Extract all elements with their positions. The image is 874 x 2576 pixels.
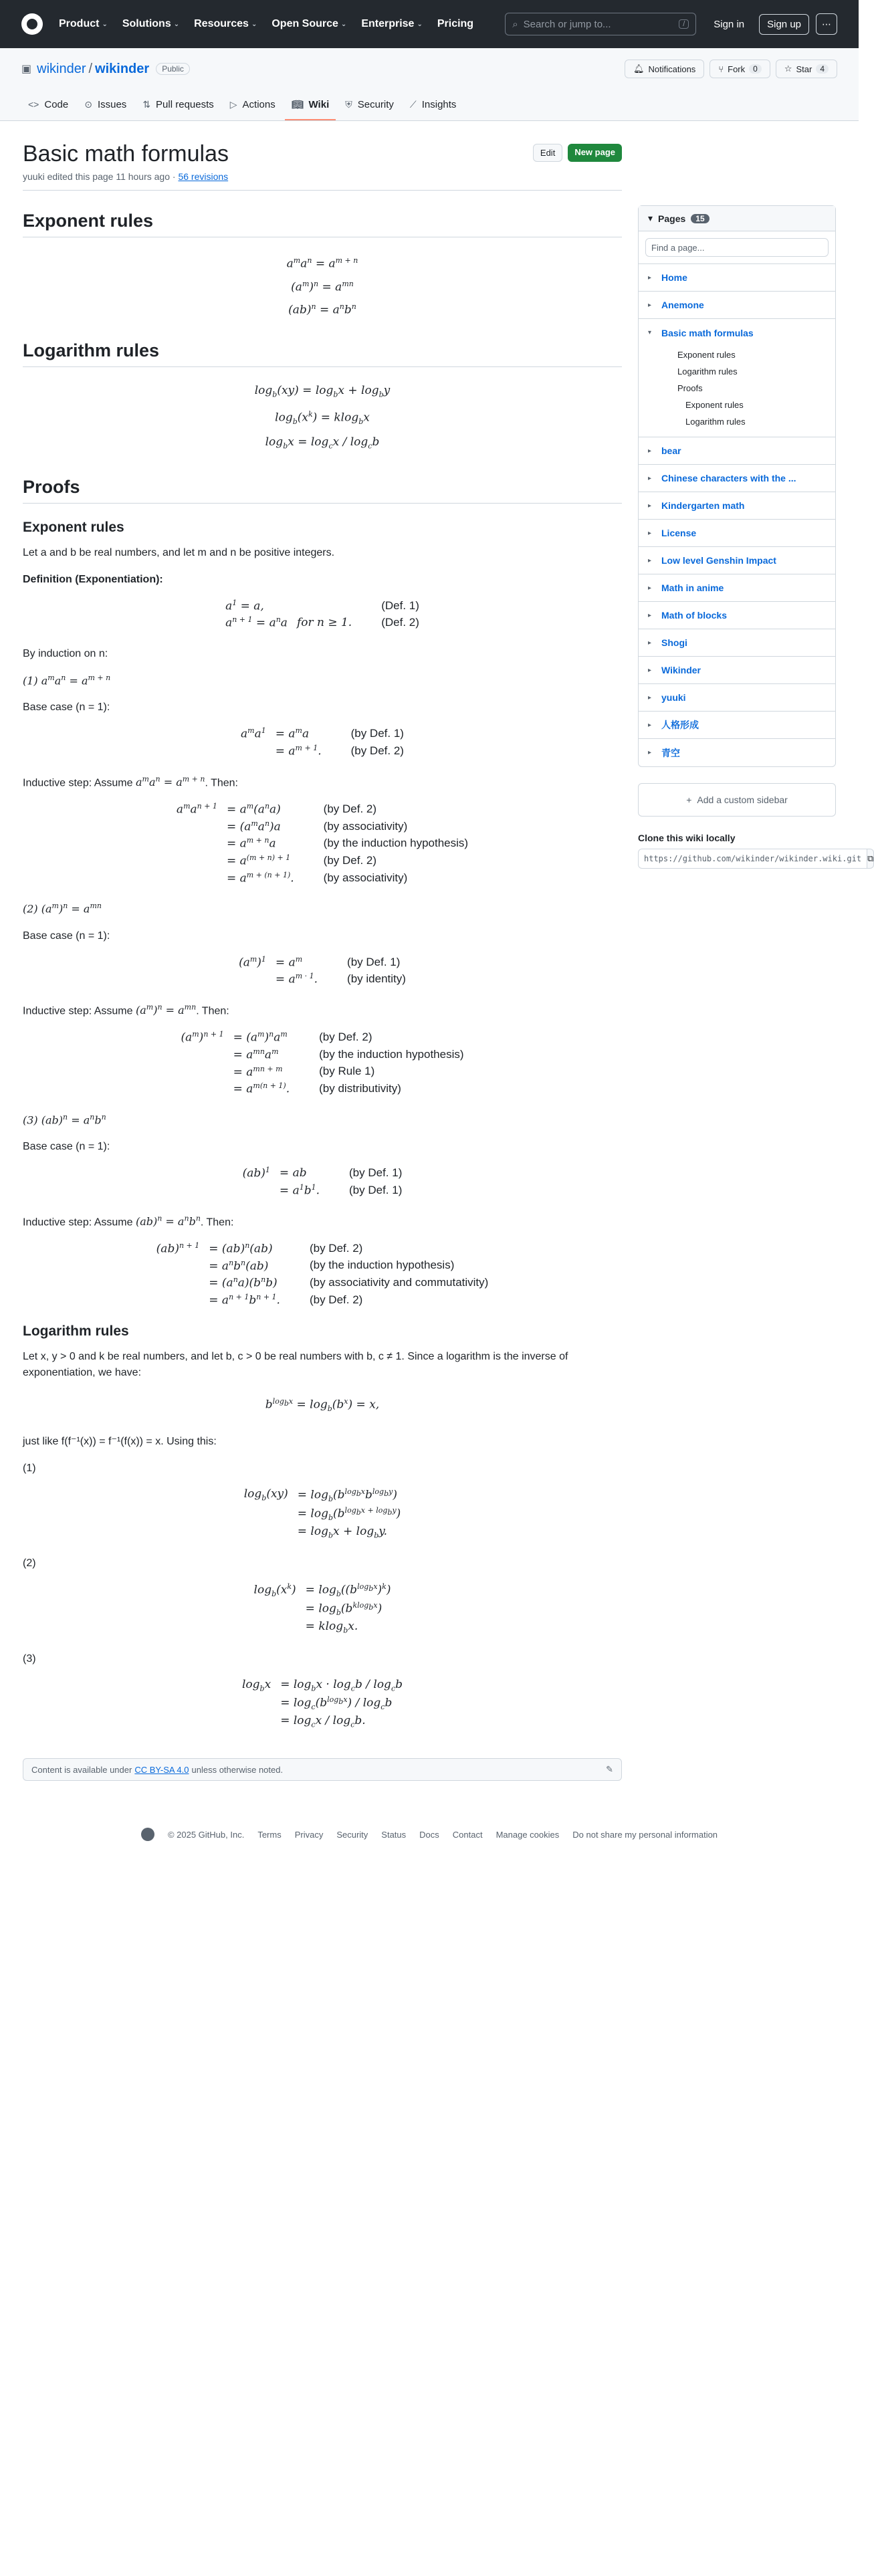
eq-label: (by Def. 2) [323,853,377,867]
footer-link-do-not-share[interactable]: Do not share my personal information [572,1829,718,1840]
eq-lhs: $(a^m)^1$ [239,954,266,970]
fork-button[interactable] [709,60,770,78]
eq-rhs: = $\log_c(b^{log_bx}) / \log_cb$ [280,1695,393,1711]
license-suffix: unless otherwise noted. [191,1764,284,1775]
page-link[interactable]: 青空 [661,747,680,758]
page-link[interactable]: Low level Genshin Impact [661,555,776,566]
eq-rhs: = $a^1b^1$. [279,1182,320,1198]
eq-rhs: = $\log_b(b^{log_bx + log_by})$ [297,1505,401,1522]
log-item-number: (3) [23,1652,36,1665]
log-item-number: (1) [23,1462,36,1474]
eq-label: (by identity) [347,972,406,986]
proof-item: (1) $a^ma^n = a^{m + n}$ [23,673,111,687]
repo-icon: ▣ [21,64,32,75]
wiki-content [23,121,622,1781]
eq-rhs: = $a^m(a^na)$ [226,802,281,817]
toc-item[interactable]: Logarithm rules [677,366,738,377]
eq-label: (Def. 1) [381,599,419,612]
new-page-button[interactable]: New page [568,144,622,162]
site-footer [0,1828,859,1841]
sidebar-page-item[interactable] [639,437,835,465]
sidebar-page-item[interactable] [639,712,835,739]
clone-title: Clone this wiki locally [638,833,736,843]
toc-item[interactable]: Logarithm rules [685,417,746,427]
eq-lhs: $a^1 = a$, [225,598,264,613]
graph-icon: ⟋ [409,98,417,110]
sidebar-page-item[interactable] [639,492,835,520]
eq-label: (by associativity and commutativity) [309,1276,489,1289]
repo-path-separator: / [88,61,93,76]
eq-rhs: = $\log_b((b^{log_bx})^k)$ [305,1582,391,1599]
eq-rhs: = $\log_bx + \log_by$. [297,1524,388,1540]
eq-rhs: = $a^{n + 1}b^{n + 1}$. [209,1292,280,1307]
eq-rhs: = $a^{m(n + 1)}$. [233,1081,290,1096]
inverse-formula [23,1392,622,1419]
chevron-right-icon: ▸ [648,274,652,282]
footer-link-terms[interactable]: Terms [257,1829,282,1840]
nav-resources[interactable] [194,18,257,30]
kebab-menu-button[interactable]: ⋯ [816,13,837,35]
edit-info: yuuki edited this page 11 hours ago · [23,171,179,182]
proof-equations [181,1030,463,1096]
page-link[interactable]: Math of blocks [661,610,728,621]
copyright: © 2025 GitHub, Inc. [167,1829,245,1840]
item-number: (3) [23,1113,38,1127]
intro-text: Let a and b be real numbers, and let m and n be positive integers. [23,546,335,558]
wiki-sidebar [638,121,874,1781]
base-case-text: Base case (n = 1): [23,1141,110,1153]
sidebar-page-item[interactable] [639,264,835,292]
eq-rhs: = (ab)$^n$(ab) [209,1241,273,1256]
just-like-text: just like f(f⁻¹(x)) = f⁻¹(f(x)) = x. Using this: [23,1435,217,1447]
eq-rhs: = $a^{m + n}a$ [226,836,276,851]
nav-product[interactable] [59,18,108,30]
repo-tabs [21,90,837,120]
eq-label: (by Def. 1) [349,1183,403,1196]
formula: $(a^m)^n = a^{mn}$ [291,279,354,294]
eq-label: (by Def. 2) [309,1293,363,1306]
sidebar-page-item[interactable] [639,292,835,319]
formula: $\log_b(x^k) = klog_bx$ [275,410,370,427]
pages-title: Pages [658,213,686,224]
sidebar-page-item[interactable] [639,602,835,629]
nav-open-source[interactable] [271,18,346,30]
play-icon: ▷ [229,98,237,110]
definition-equations [225,599,419,630]
proof-equations [241,726,404,758]
tab-code[interactable] [21,90,75,120]
revisions-link[interactable]: 56 revisions [178,171,229,182]
star-count: 4 [816,64,829,74]
eq-label: (by Def. 2) [323,802,377,815]
eq-rhs: = $a^ma$ [275,726,310,742]
find-page-input[interactable]: Find a page... [645,238,829,257]
nav-label: Open Source [271,18,338,29]
subsection-heading: Logarithm rules [23,1323,129,1339]
notifications-button[interactable] [625,60,704,78]
star-label: Star [796,64,812,74]
proof-equations [242,1678,403,1729]
sidebar-page-item-current[interactable] [639,319,835,346]
sign-in-link[interactable]: Sign in [714,18,745,30]
footer-link-status[interactable]: Status [381,1829,407,1840]
base-case-text: Base case (n = 1): [23,702,110,714]
nav-enterprise[interactable] [361,18,423,30]
pencil-icon[interactable]: ✎ [606,1764,613,1775]
page-link[interactable]: yuuki [661,692,686,703]
inductive-step: Inductive step: Assume $a^ma^n = a^{m + n}$. Then: [23,774,238,789]
chevron-right-icon: ▸ [648,529,652,537]
footer-link-contact[interactable]: Contact [452,1829,483,1840]
eq-lhs: $\log_b(xy)$ [243,1487,288,1503]
eq-lhs: $(a^m)^{n + 1}$ [181,1030,224,1045]
proof-equations [254,1582,391,1634]
eq-lhs: $a^ma^1$ [241,726,266,742]
eq-label: (by Rule 1) [319,1065,375,1078]
nav-label: Resources [194,18,249,29]
assumption: $(a^m)^n = a^{mn}$ [135,1003,197,1017]
chevron-down-icon: ▾ [648,329,652,336]
chevron-down-icon: ⌄ [340,20,347,28]
page-toc [639,346,835,437]
global-header [0,0,859,48]
eq-label: (by associativity) [323,819,408,833]
clone-url-input[interactable]: https://github.com/wikinder/wikinder.wiki.git [638,849,867,869]
sidebar-page-item[interactable] [639,574,835,602]
footer-link-privacy[interactable]: Privacy [294,1829,324,1840]
license-note [23,1758,622,1781]
toc-item[interactable]: Proofs [677,383,703,393]
chevron-down-icon: ⌄ [173,20,180,28]
formula: $(ab)^n = a^nb^n$ [288,302,356,317]
eq-lhs: $a^ma^{n + 1}$ [176,802,217,817]
chevron-right-icon: ▸ [648,666,652,674]
github-logo-icon[interactable] [21,13,43,35]
eq-label: (by Def. 2) [350,744,404,757]
search-placeholder: Search or jump to... [523,18,611,30]
sidebar-page-item[interactable] [639,657,835,684]
eq-rhs: = $\log_b(b^{klog_bx})$ [305,1601,383,1618]
repo-header [0,48,859,121]
tab-label: Issues [97,98,127,110]
tab-label: Code [44,98,69,110]
base-case-text: Base case (n = 1): [23,930,110,942]
eq-label: (by Def. 1) [347,955,401,968]
chevron-right-icon: ▸ [648,584,652,592]
item-number: (2) [23,902,38,916]
chevron-right-icon: ▸ [648,301,652,309]
page-link[interactable]: Wikinder [661,665,701,675]
nav-label: Solutions [122,18,171,29]
sign-up-button[interactable]: Sign up [759,14,809,35]
sidebar-page-item[interactable] [639,547,835,574]
page-link[interactable]: Math in anime [661,582,724,593]
page-link[interactable]: Basic math formulas [661,327,754,338]
proof-equations [177,802,468,885]
tab-insights[interactable] [403,90,463,120]
eq-rhs: = $\log_b(b^{log_bx}b^{log_by})$ [297,1487,397,1503]
eq-rhs: = $(a^na)(b^nb)$ [209,1275,278,1290]
page-title: Basic math formulas [23,141,229,167]
eq-rhs: = $a^{m + 1}$. [275,744,322,758]
page-meta [23,171,622,182]
page-header [23,121,622,191]
eq-rhs: = $a^{(m + n) + 1}$ [226,853,291,868]
proof-item: (2) $(a^m)^n = a^{mn}$ [23,901,102,916]
shield-icon: ⛨ [345,98,352,110]
chevron-down-icon: ⌄ [102,20,108,28]
chevron-right-icon: ▸ [648,693,652,702]
section-heading: Exponent rules [23,211,622,237]
edit-button[interactable]: Edit [533,144,562,162]
eq-label: (by Def. 1) [349,1166,403,1180]
sidebar-page-item[interactable] [639,465,835,492]
plus-icon: + [686,794,692,805]
formula: $\log_bx = \log_cx / \log_cb$ [265,435,380,451]
inductive-step: Inductive step: Assume $(ab)^n = a^nb^n$. Then: [23,1214,234,1228]
tab-label: Actions [242,98,276,110]
page-link[interactable]: License [661,528,697,538]
eq-rhs: = $a^{m \cdot 1}$. [275,972,318,986]
definition-text: Definition (Exponentiation): [23,573,163,585]
eq-rhs: = $\log_cx / \log_cb$. [280,1714,366,1729]
sidebar-page-item[interactable] [639,520,835,547]
page-link[interactable]: bear [661,445,681,456]
inductive-step: Inductive step: Assume $(a^m)^n = a^{mn}$. Then: [23,1003,229,1017]
tab-label: Wiki [308,98,330,110]
tab-label: Security [357,98,394,110]
proof-equations [156,1241,489,1307]
pages-header[interactable] [639,206,835,231]
proof-equations [244,1487,401,1539]
page-link[interactable]: Chinese characters with the ... [661,473,796,484]
chevron-down-icon: ⌄ [417,20,423,28]
formula: $b^{log_bx} = \log_b(b^x) = x$, [265,1396,380,1413]
eq-rhs: = $a^{m + (n + 1)}$. [226,870,294,885]
toc-item[interactable]: Exponent rules [685,400,744,410]
global-nav [59,18,473,30]
fork-count: 0 [749,64,762,74]
chevron-right-icon: ▸ [648,721,652,729]
license-prefix: Content is available under [31,1764,132,1775]
page-link[interactable]: Shogi [661,637,687,648]
exponent-rules-formulas [23,251,622,320]
eq-label: (Def. 2) [381,616,419,629]
footer-link-security[interactable]: Security [336,1829,368,1840]
eq-lhs: (ab)$^{n + 1}$ [156,1241,200,1256]
nav-label: Enterprise [361,18,415,29]
chevron-down-icon: ▾ [648,213,653,223]
section-heading: Proofs [23,477,622,504]
book-icon: 📖︎ [291,98,304,110]
page-link[interactable]: Home [661,272,687,283]
chevron-right-icon: ▸ [648,447,652,455]
toc-item[interactable]: Exponent rules [677,350,736,360]
page-link[interactable]: 人格形成 [661,720,699,730]
sidebar-page-item[interactable] [639,739,835,766]
tab-security[interactable] [338,90,401,120]
github-logo-icon[interactable] [141,1828,154,1841]
repo-owner-link[interactable]: wikinder [37,61,86,76]
visibility-badge: Public [156,63,190,75]
chevron-right-icon: ▸ [648,502,652,510]
fork-label: Fork [728,64,746,74]
chevron-right-icon: ▸ [648,749,652,756]
repo-name-link[interactable]: wikinder [95,61,150,76]
log-item-number: (2) [23,1558,36,1570]
eq-label: (by the induction hypothesis) [323,837,469,850]
formula: $\log_b(xy) = \log_bx + \log_by$ [254,383,391,399]
copy-icon[interactable]: ⧉ [867,849,874,869]
induction-text: By induction on n: [23,648,108,660]
code-icon: <> [28,99,39,110]
search-icon: ⌕ [512,18,518,30]
pull-request-icon: ⇅ [142,98,151,110]
eq-label: (by the induction hypothesis) [319,1047,464,1061]
chevron-right-icon: ▸ [648,474,652,482]
eq-rhs: = $(a^ma^n)a$ [226,819,281,834]
pages-box [638,205,836,767]
proof-equations [239,955,406,986]
tab-actions[interactable] [223,90,282,120]
search-input[interactable] [505,13,696,35]
eq-label: (by the induction hypothesis) [309,1259,455,1272]
section-heading: Logarithm rules [23,340,622,367]
eq-condition: for n ≥ 1. [296,616,352,630]
add-custom-sidebar-button[interactable] [638,783,836,817]
tab-label: Pull requests [156,98,214,110]
eq-rhs: = $a^{mn}a^m$ [233,1047,279,1062]
chevron-right-icon: ▸ [648,556,652,564]
eq-label: (by Def. 2) [309,1241,363,1255]
eq-rhs: = $a^{mn + m}$ [233,1064,283,1079]
pages-count: 15 [691,214,709,223]
eq-rhs: = $a^nb^n(ab)$ [209,1258,269,1273]
eq-rhs: = $(a^m)^na^m$ [233,1030,288,1045]
chevron-right-icon: ▸ [648,639,652,647]
subsection-heading: Exponent rules [23,519,124,535]
log-intro-text: Let x, y > 0 and k be real numbers, and let b, c > 0 be real numbers with b, c ≠ 1. Since a logarithm is the inverse of exponentiation, we have: [23,1350,568,1378]
license-link[interactable]: CC BY-SA 4.0 [134,1764,189,1775]
chevron-down-icon: ⌄ [251,20,257,28]
then-text: . Then: [205,777,238,789]
tab-label: Insights [421,98,457,110]
assumption: $a^ma^n = a^{m + n}$ [135,774,205,789]
footer-link-docs[interactable]: Docs [419,1829,439,1840]
eq-lhs: $\log_b(x^k)$ [253,1582,296,1599]
eq-label: (by Def. 1) [350,727,404,740]
star-icon: ☆ [784,64,792,74]
search-shortcut-key: / [679,19,689,29]
eq-rhs: = ab [279,1166,307,1180]
fork-icon: ⑂ [718,64,724,74]
page-link[interactable]: Kindergarten math [661,500,745,511]
eq-lhs: $\log_bx$ [241,1677,271,1693]
nav-label: Pricing [437,18,474,29]
sidebar-page-item[interactable] [639,629,835,657]
bell-icon: 🔔︎ [633,64,645,74]
tab-wiki[interactable] [285,90,336,120]
footer-link-manage-cookies[interactable]: Manage cookies [496,1829,560,1840]
tab-issues[interactable] [78,90,133,120]
then-text: . Then: [200,1216,234,1228]
add-sidebar-label: Add a custom sidebar [697,794,788,805]
eq-rhs: = $a^m$ [275,954,303,970]
eq-label: (by associativity) [323,871,408,884]
proof-item: (3) $(ab)^n = a^nb^n$ [23,1112,106,1127]
star-button[interactable] [776,60,837,78]
proof-equations [243,1166,403,1197]
eq-label: (by distributivity) [319,1082,401,1095]
issue-icon: ⊙ [84,98,92,110]
eq-rhs: = $\log_bx \cdot \log_cb / \log_cb$ [280,1677,403,1693]
notifications-label: Notifications [648,64,696,74]
item-number: (1) [23,674,38,687]
page-link[interactable]: Anemone [661,300,704,310]
assumption: $(ab)^n = a^nb^n$ [135,1214,201,1228]
chevron-right-icon: ▸ [648,611,652,619]
nav-pricing[interactable] [437,18,473,30]
eq-label: (by Def. 2) [319,1031,372,1044]
eq-rhs: = klog$_b$x. [305,1620,358,1635]
eq-lhs: $a^{n + 1} = a^na$ [225,615,288,631]
sidebar-page-item[interactable] [639,684,835,712]
nav-solutions[interactable] [122,18,179,30]
definition-label [23,572,622,588]
tab-pull-requests[interactable] [136,90,220,120]
eq-lhs: (ab)$^1$ [242,1166,270,1180]
then-text: . Then: [196,1005,229,1017]
logarithm-rules-formulas [23,381,622,457]
nav-label: Product [59,18,100,29]
formula: $a^ma^n = a^{m + n}$ [286,256,358,271]
